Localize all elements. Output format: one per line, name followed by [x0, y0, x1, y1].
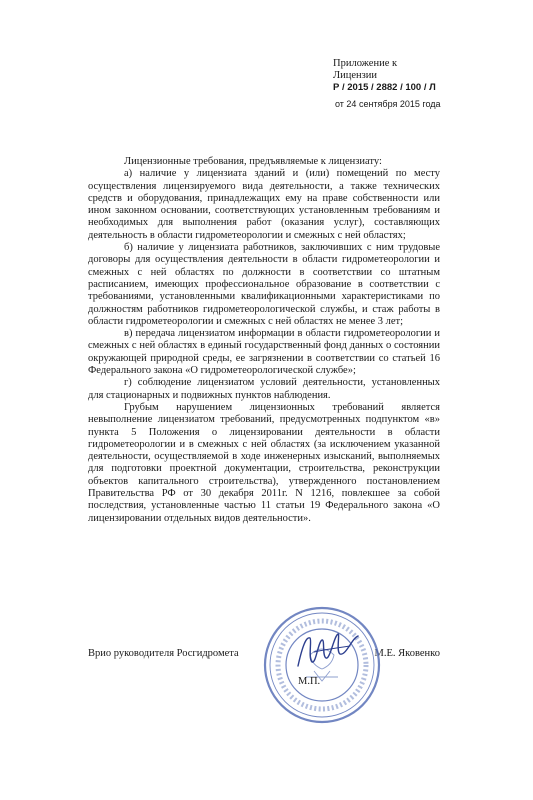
license-date: от 24 сентября 2015 года: [335, 99, 441, 109]
appendix-license-label: Лицензии: [333, 70, 378, 81]
requirement-c: в) передача лицензиатом информации в области гидрометеорологии и смежных с ней областях в единый государственный фонд данных о состоянии окружающей природной среды, ее загрязнении в соответствии со статьей 16 Федерального закона «О гидрометеорологической службе»;: [88, 328, 440, 377]
signatory-name: М.Е. Яковенко: [374, 648, 440, 659]
handwritten-signature: [292, 628, 362, 674]
seal-place-mark: М.П.: [298, 676, 321, 687]
requirements-intro: Лицензионные требования, предъявляемые к лицензиату:: [124, 156, 382, 167]
appendix-block: [333, 58, 523, 110]
requirement-d: г) соблюдение лицензиатом условий деятельности, установленных для стационарных и подвижных пунктов наблюдения.: [88, 377, 440, 401]
requirements-text: [88, 156, 440, 525]
requirement-b: б) наличие у лицензиата работников, заключивших с ним трудовые договоры для осуществления деятельности в области гидрометеорологии и смежных с ней областях по должности в соответствии со штатным расписанием, имеющих профессиональное образование в соответствии с требованиями, установленными квалификационными характеристиками по должностям работников гидрометеорологической службы, и стаж работы в области гидрометеорологии и смежных с ней областях не менее 3 лет;: [88, 242, 440, 327]
signatory-title: Врио руководителя Росгидромета: [88, 648, 239, 659]
requirement-a: а) наличие у лицензиата зданий и (или) помещений по месту осуществления лицензируемого вида деятельности, а также технических средств и оборудования, принадлежащих ему на праве собственности или ином законном основании, соответствующих установленным требованиям и необходимых для выполнения работ (оказания услуг), составляющих деятельность в области гидрометеорологии и смежных с ней областях;: [88, 168, 440, 241]
appendix-label: Приложение к: [333, 58, 398, 69]
gross-violation-paragraph: Грубым нарушением лицензионных требований является невыполнение лицензиатом требований, предусмотренных подпунктом «в» пункта 5 Положения о лицензировании деятельности в области гидрометеорологии и в смежных с ней областях (за исключением указанной деятельности, осуществляемой в ходе инженерных изысканий, выполняемых для подготовки проектной документации, строительства, реконструкции объектов капитального строительства), утвержденного постановлением Правительства РФ от 30 декабря 2011г. N 1216, повлекшее за собой последствия, установленные частью 11 статьи 19 Федерального закона «О лицензировании отдельных видов деятельности».: [88, 401, 440, 524]
license-number: Р / 2015 / 2882 / 100 / Л: [333, 82, 436, 93]
